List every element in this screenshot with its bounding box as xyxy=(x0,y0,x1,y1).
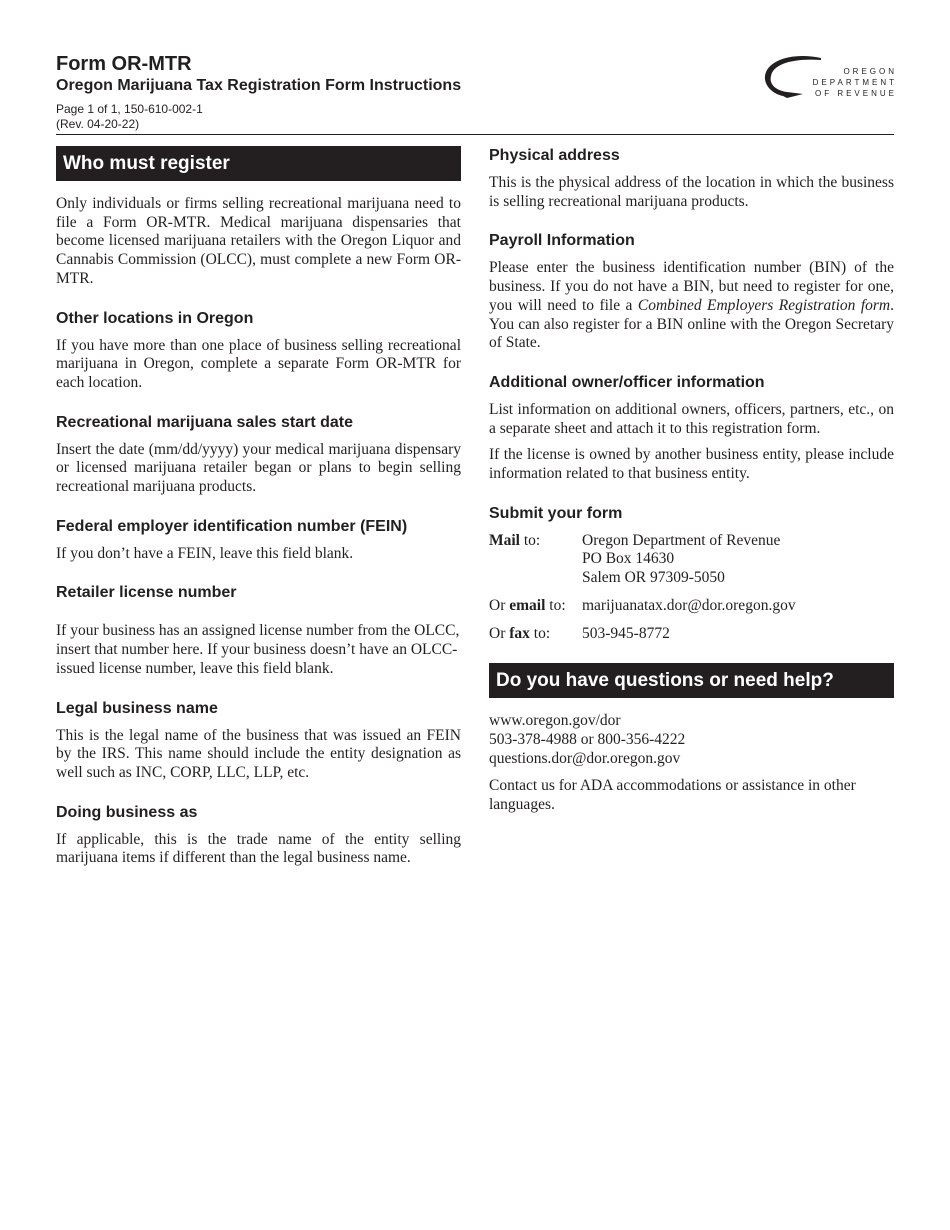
who-must-register-text: Only individuals or firms selling recreational marijuana need to file a Form OR-MTR. Medical marijuana dispensaries that become licensed marijuana retailers with the Oregon Liquor and Cannabis Commission (OLCC), must complete a new Form OR-MTR. xyxy=(56,195,461,287)
who-must-register-banner: Who must register xyxy=(56,146,461,181)
mail-address-line: Salem OR 97309-5050 xyxy=(582,569,725,587)
section-heading: Additional owner/officer information xyxy=(489,373,765,391)
help-banner: Do you have questions or need help? xyxy=(489,663,894,698)
mail-row xyxy=(489,532,894,588)
section-heading: Physical address xyxy=(489,147,620,164)
mail-address-line: PO Box 14630 xyxy=(582,550,675,568)
email-address-link[interactable]: marijuanatax.dor@dor.oregon.gov xyxy=(582,596,796,614)
section-text: If you don’t have a FEIN, leave this field blank. xyxy=(56,544,354,562)
right-column xyxy=(489,146,894,823)
section-heading: Recreational marijuana sales start date xyxy=(56,413,354,431)
page-number: Page 1 of 1, 150-610-002-1 xyxy=(56,102,203,116)
fax-label: Or fax to: xyxy=(489,624,551,642)
section-text: Insert the date (mm/dd/yyyy) your medical marijuana dispensary or licensed marijuana retailer began or plans to begin selling recreational marijuana products. xyxy=(56,440,461,496)
section-heading: Other locations in Oregon xyxy=(56,309,254,327)
section-sales-start-date xyxy=(56,413,461,497)
section-heading: Doing business as xyxy=(56,803,198,821)
section-text-1: List information on additional owners, officers, partners, etc., on a separate sheet and attach it to this registration form. xyxy=(489,400,894,437)
mail-address xyxy=(582,532,894,588)
logo-line-2: DEPARTMENT xyxy=(812,78,897,87)
payroll-form-name: Combined Employers Registration form xyxy=(637,296,891,314)
section-text: This is the legal name of the business that was issued an FEIN by the IRS. This name should include the entity designation as well such as INC, CORP, LLC, LLP, etc. xyxy=(56,726,461,781)
section-legal-business-name xyxy=(56,699,461,783)
oregon-dor-logo xyxy=(763,54,897,102)
section-fein xyxy=(56,517,461,564)
left-column xyxy=(56,146,461,888)
logo-text xyxy=(813,66,897,99)
help-email-link[interactable]: questions.dor@dor.oregon.gov xyxy=(489,749,681,767)
section-text: If applicable, this is the trade name of the entity selling marijuana items if different than the legal business name. xyxy=(56,830,461,867)
section-text-2: If the license is owned by another business entity, please include information related to that business entity. xyxy=(489,446,894,483)
section-heading: Submit your form xyxy=(489,504,623,522)
fax-row xyxy=(489,625,894,644)
mail-label: Mail to: xyxy=(489,531,541,549)
section-text xyxy=(489,259,894,353)
section-payroll xyxy=(489,231,894,353)
section-doing-business-as xyxy=(56,803,461,868)
ada-text: Contact us for ADA accommodations or assistance in other languages. xyxy=(489,777,856,814)
form-subtitle: Oregon Marijuana Tax Registration Form Instructions xyxy=(56,77,462,94)
section-retailer-license xyxy=(56,583,461,678)
section-heading: Legal business name xyxy=(56,699,218,717)
page-info xyxy=(56,102,896,132)
section-heading: Federal employer identification number (FEIN) xyxy=(56,517,408,535)
payroll-text-start: Please enter the business identification number (BIN) of the business. If you do not have a BIN, but need to register for one, you will need to file a xyxy=(489,259,894,314)
help-contact xyxy=(489,712,894,815)
help-phone: 503-378-4988 or 800-356-4222 xyxy=(489,730,686,748)
mail-address-line: Oregon Department of Revenue xyxy=(582,531,781,549)
section-text: This is the physical address of the location in which the business is selling recreational marijuana products. xyxy=(489,174,894,210)
section-other-locations xyxy=(56,309,461,393)
section-text: If your business has an assigned license number from the OLCC, insert that number here. If your business doesn’t have an OLCC-issued license number, leave this field blank. xyxy=(56,622,460,677)
email-row xyxy=(489,597,894,616)
logo-line-1: OREGON xyxy=(843,67,897,76)
header-divider xyxy=(56,134,894,135)
section-heading: Retailer license number xyxy=(56,584,237,602)
section-submit-form xyxy=(489,504,894,644)
email-label: Or email to: xyxy=(489,596,566,614)
logo-line-3: OF REVENUE xyxy=(814,89,897,98)
revision-date: (Rev. 04-20-22) xyxy=(56,117,140,131)
section-additional-owner xyxy=(489,373,894,484)
website-link[interactable]: www.oregon.gov/dor xyxy=(489,712,621,730)
section-physical-address xyxy=(489,146,894,211)
section-heading: Payroll Information xyxy=(489,232,635,250)
form-title: Form OR-MTR xyxy=(56,53,192,75)
section-text: If you have more than one place of business selling recreational marijuana in Oregon, complete a separate Form OR-MTR for each location. xyxy=(56,336,461,391)
payroll-text-end: . You can also register for a BIN online with the Oregon Secretary of State. xyxy=(489,296,894,352)
fax-number: 503-945-8772 xyxy=(582,624,670,642)
